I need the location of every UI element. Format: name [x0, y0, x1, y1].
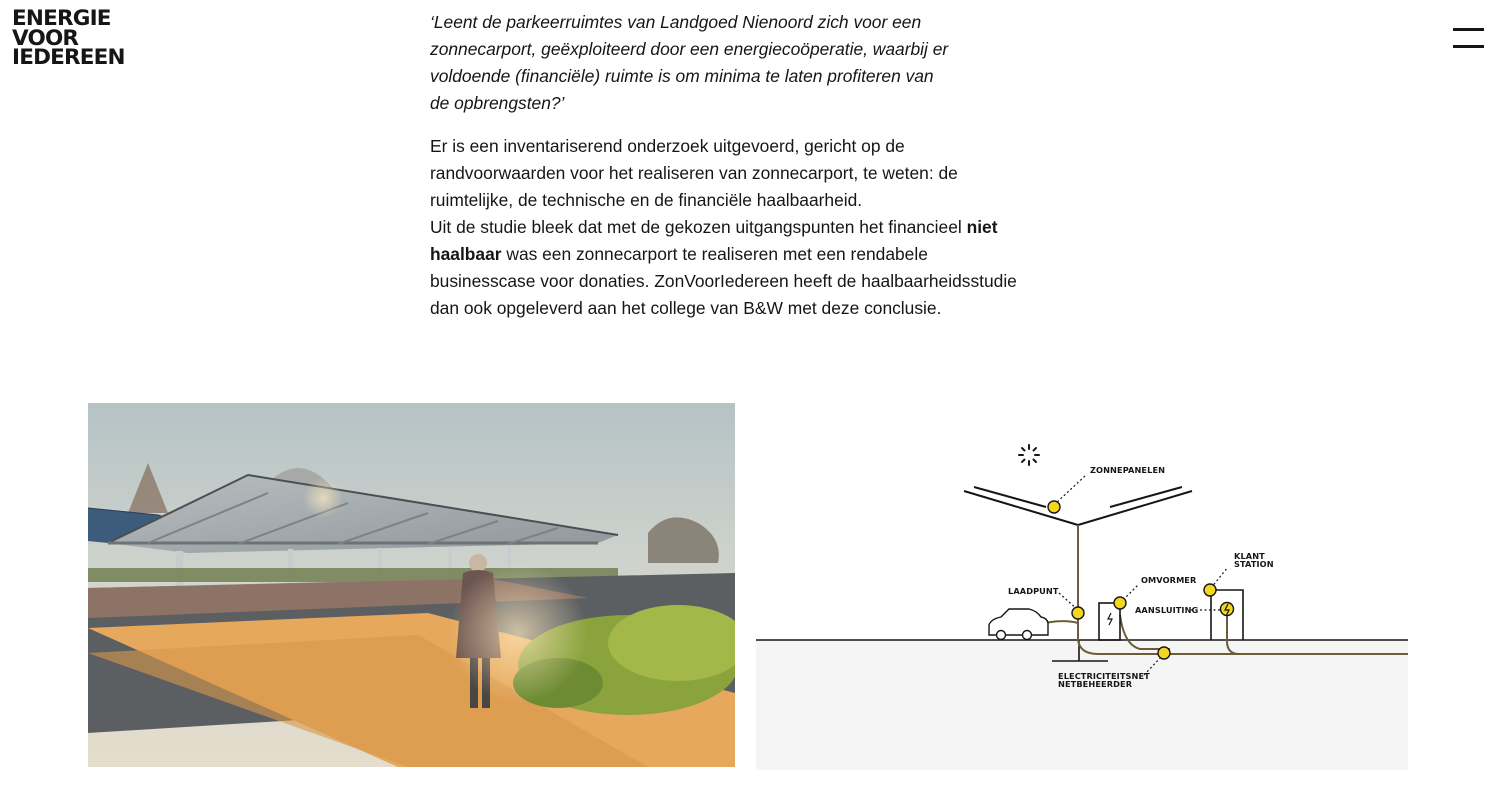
- sun-icon: [1019, 445, 1039, 465]
- body-line: randvoorwaarden voor het realiseren van zonnecarport, te weten: de: [430, 163, 958, 183]
- quote-line: ‘Leent de parkeerruimtes van Landgoed Nienoord zich voor een: [430, 12, 922, 32]
- label-laadpunt: LAADPUNT: [1008, 586, 1059, 596]
- menu-bar-top: [1453, 28, 1484, 31]
- emphasis-not: niet: [966, 217, 998, 237]
- emphasis-feasible: haalbaar: [430, 244, 502, 264]
- car-icon: [989, 609, 1048, 640]
- label-netbeheerder: NETBEHEERDER: [1058, 679, 1133, 689]
- body-line: [430, 214, 1080, 241]
- quote-line: zonnecarport, geëxploiteerd door een energiecoöperatie, waarbij er: [430, 39, 949, 59]
- research-question-quote: [430, 9, 1080, 117]
- quote-line: de opbrengsten?’: [430, 93, 565, 113]
- carport-illustration: [88, 403, 735, 767]
- label-electriciteitsnet: ELECTRICITEITSNET: [1058, 671, 1150, 681]
- quote-line: voldoende (financiële) ruimte is om minima te laten profiteren van: [430, 66, 934, 86]
- ground-area: [756, 640, 1408, 770]
- logo-line-3: IEDEREEN: [12, 45, 125, 70]
- body-text-fragment: was een zonnecarport te realiseren met een rendabele: [501, 244, 928, 264]
- diagram-drawing: [756, 395, 1408, 770]
- logo-line-1: ENERGIE: [12, 6, 111, 31]
- body-line: [430, 241, 1080, 268]
- body-line: Er is een inventariserend onderzoek uitgevoerd, gericht op de: [430, 136, 905, 156]
- body-line: ruimtelijke, de technische en de financiële haalbaarheid.: [430, 190, 863, 210]
- body-line: dan ook opgeleverd aan het college van B&W met deze conclusie.: [430, 298, 942, 318]
- hamburger-menu-icon[interactable]: [1451, 27, 1487, 51]
- label-aansluiting: AANSLUITING: [1135, 605, 1199, 615]
- solar-carport-rendering-image: [88, 403, 735, 767]
- solar-panels-drawing: [964, 487, 1192, 525]
- logo-line-2: VOOR: [12, 25, 79, 51]
- body-line: businesscase voor donaties. ZonVoorIedereen heeft de haalbaarheidsstudie: [430, 271, 1017, 291]
- menu-bar-bottom: [1453, 45, 1484, 48]
- body-text-fragment: Uit de studie bleek dat met de gekozen uitgangspunten het financieel: [430, 217, 967, 237]
- label-klant: KLANT: [1234, 551, 1265, 561]
- study-summary-paragraph: [430, 133, 1080, 322]
- carport-system-diagram: [756, 395, 1408, 770]
- label-zonnepanelen: ZONNEPANELEN: [1090, 465, 1166, 475]
- label-omvormer: OMVORMER: [1141, 575, 1197, 585]
- article-content: [430, 9, 1080, 322]
- site-logo[interactable]: [12, 6, 125, 70]
- label-station: STATION: [1234, 559, 1274, 569]
